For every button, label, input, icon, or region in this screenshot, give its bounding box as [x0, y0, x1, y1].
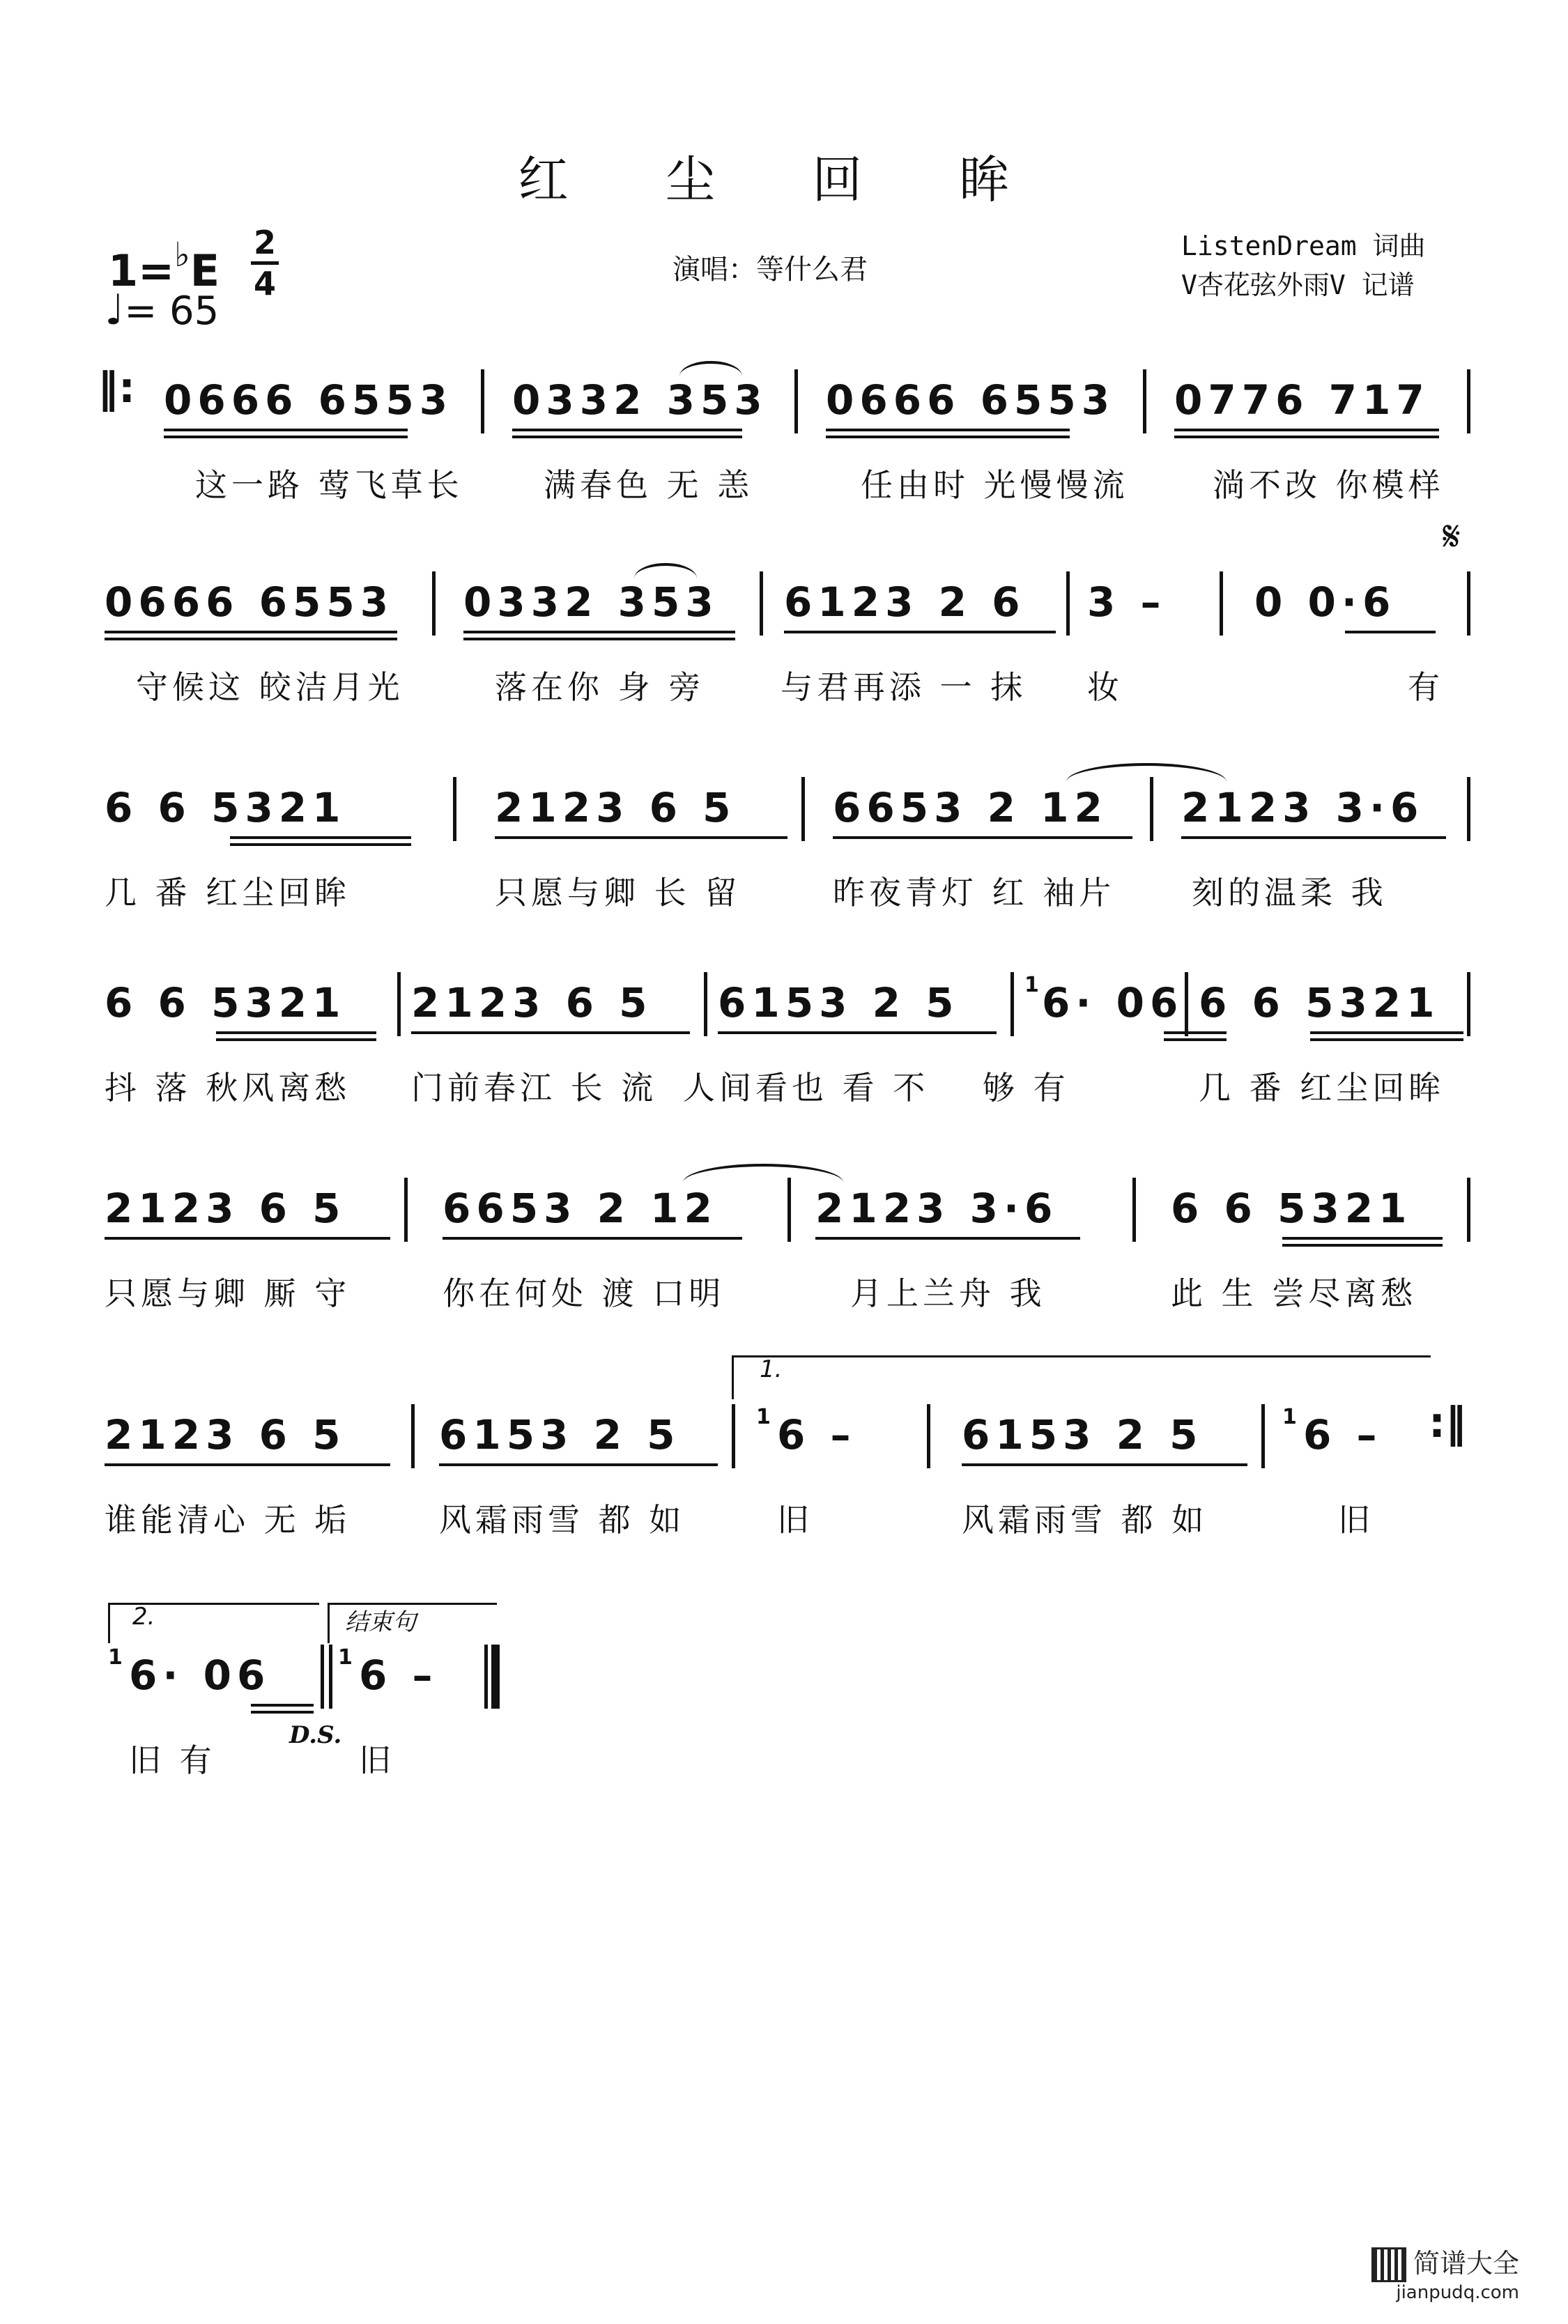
- measure: 6 –: [777, 1411, 856, 1459]
- lyric-line: 你在何处 渡 口明: [443, 1275, 725, 1312]
- lyric-line: 任由时 光慢慢流: [861, 466, 1129, 504]
- singer-credit: 演唱：等什么君: [672, 254, 868, 286]
- ds-mark: D.S.: [289, 1721, 342, 1749]
- measure: 0 0·6: [1254, 578, 1397, 626]
- measure: 6 6 5321: [1199, 979, 1440, 1026]
- lyric-line: 旧 有: [129, 1741, 216, 1779]
- lyric-line: 月上兰舟 我: [850, 1275, 1046, 1312]
- lyric-line: 几 番 红尘回眸: [105, 874, 351, 911]
- lyric-line: 淌不改 你模样: [1213, 466, 1445, 504]
- measure: 0666 6553: [826, 376, 1116, 424]
- time-top: 2: [253, 224, 276, 261]
- key-letter: E: [190, 245, 220, 296]
- lyric-line: 门前春江 长 流: [411, 1069, 658, 1107]
- page-title: 红 尘 回 眸: [518, 151, 1050, 209]
- lyric-line: 风霜雨雪 都 如: [439, 1501, 686, 1539]
- lyric-line: 只愿与卿 厮 守: [105, 1275, 351, 1312]
- score-row-4-tail: [1185, 979, 1470, 1118]
- lyric-line: 人间看也 看 不: [683, 1069, 930, 1107]
- measure: 0666 6553: [164, 376, 454, 424]
- measure: 2123 6 5: [411, 979, 653, 1026]
- measure: 0332 353: [463, 578, 719, 626]
- measure: 2123 3·6: [1181, 784, 1424, 831]
- measure: 2123 6 5: [105, 1411, 346, 1459]
- lyric-line: 妆: [1087, 668, 1123, 706]
- measure: 6 –: [359, 1652, 438, 1699]
- lyric-line: 有: [1408, 668, 1444, 706]
- measure: 2123 3·6: [815, 1185, 1059, 1232]
- piano-logo-icon: [1371, 2247, 1406, 2282]
- lyric-line: 满春色 无 恙: [544, 466, 754, 504]
- grace-note: 1: [756, 1405, 771, 1429]
- measure: 6 –: [1303, 1411, 1383, 1459]
- lyric-line: 只愿与卿 长 留: [495, 874, 741, 911]
- tempo-value: = 65: [124, 288, 220, 334]
- measure: 0666 6553: [105, 578, 394, 626]
- lyric-line: 与君再添 一 抹: [781, 668, 1027, 706]
- measure: 0332 353: [512, 376, 768, 424]
- lyric-line: 旧: [777, 1501, 813, 1539]
- lyric-line: 抖 落 秋风离愁: [105, 1069, 351, 1107]
- time-signature: [251, 226, 279, 300]
- measure: 6653 2 12: [443, 1185, 718, 1232]
- watermark-name: 简谱大全: [1413, 2247, 1519, 2279]
- transcriber-credit: V杏花弦外雨V 记谱: [1181, 270, 1415, 300]
- lyric-line: 刻的温柔 我: [1192, 874, 1388, 911]
- measure: 6153 2 5: [718, 979, 960, 1026]
- grace-note: 1: [108, 1645, 123, 1670]
- measure: 0776 717: [1174, 376, 1430, 424]
- grace-note: 1: [1282, 1405, 1297, 1429]
- lyric-line: 这一路 莺飞草长: [195, 466, 463, 504]
- watermark: [1371, 2242, 1519, 2304]
- measure: 6· 06: [1042, 979, 1184, 1026]
- tempo-marking: [105, 286, 219, 334]
- segno-sign: 𝄋: [1443, 512, 1461, 561]
- volta-2-label: 2.: [132, 1603, 155, 1631]
- measure: 6123 2 6: [784, 578, 1026, 626]
- lyric-line: 昨夜青灯 红 袖片: [833, 874, 1116, 911]
- repeat-start-sign: ‖:: [98, 364, 135, 413]
- key-label: 1=: [108, 245, 175, 296]
- lyric-line: 旧: [359, 1741, 395, 1779]
- measure: 6· 06: [129, 1652, 271, 1699]
- volta-1-label: 1.: [760, 1355, 783, 1383]
- lyricist-credit: ListenDream 词曲: [1181, 231, 1426, 261]
- grace-note: 1: [1024, 973, 1039, 997]
- measure: 6653 2 12: [833, 784, 1108, 831]
- time-bottom: 4: [253, 265, 276, 302]
- measure: 2123 6 5: [495, 784, 737, 831]
- measure: 2123 6 5: [105, 1185, 346, 1232]
- lyric-line: 风霜雨雪 都 如: [962, 1501, 1208, 1539]
- grace-note: 1: [338, 1645, 353, 1670]
- ending-label: 结束句: [345, 1608, 416, 1636]
- measure: 6 6 5321: [105, 979, 346, 1026]
- measure: 6 6 5321: [105, 784, 346, 831]
- lyric-line: 谁能清心 无 垢: [105, 1501, 351, 1539]
- flat-sign: ♭: [174, 236, 190, 275]
- watermark-url: jianpudq.com: [1396, 2282, 1519, 2303]
- lyric-line: 旧: [1338, 1501, 1374, 1539]
- repeat-end-sign: :‖: [1429, 1399, 1466, 1447]
- lyric-line: 几 番 红尘回眸: [1199, 1069, 1445, 1107]
- measure: 6 6 5321: [1171, 1185, 1413, 1232]
- quarter-note-icon: ♩: [105, 286, 125, 334]
- credits: [1181, 226, 1426, 305]
- measure: 6153 2 5: [439, 1411, 681, 1459]
- lyric-line: 守候这 皎洁月光: [136, 668, 404, 706]
- measure: 3 –: [1087, 578, 1167, 626]
- lyric-line: 落在你 身 旁: [495, 668, 705, 706]
- lyric-line: 够 有: [983, 1069, 1070, 1107]
- lyric-line: 此 生 尝尽离愁: [1171, 1275, 1417, 1312]
- measure: 6153 2 5: [962, 1411, 1204, 1459]
